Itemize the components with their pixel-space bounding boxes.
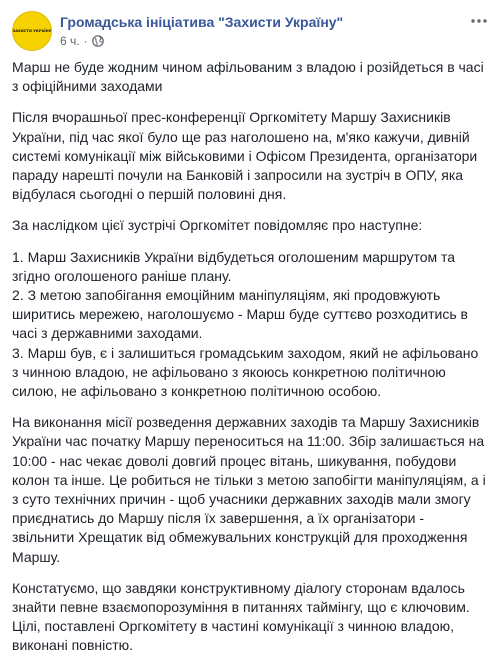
meta-separator: ·: [83, 34, 88, 48]
page-name-link[interactable]: Громадська ініціатива "Захисти Україну": [60, 14, 344, 30]
post-paragraph-headline: Марш не буде жодним чином афільованим з владою і розійдеться в часі з офіційними заходами: [12, 59, 484, 95]
post-header: [12, 10, 343, 52]
post-paragraph: Констатуємо, що завдяки конструктивному діалогу сторонам вдалось знайти певне взаємопорозуміння в питаннях таймінгу, що є ключовим. Цілі, поставлені Оргкомітету в частині комунікації з чинною владою, виконані повністю.: [12, 579, 470, 654]
post-paragraph: За наслідком цієї зустрічі Оргкомітет повідомляє про наступне:: [12, 217, 423, 234]
more-icon[interactable]: [468, 14, 490, 28]
post-paragraph: Після вчорашньої прес-конференції Оргкомітету Маршу Захисників України, під час якої було ще раз наголошено на, м'яко кажучи, дивній системі комунікації між військовими і Офісом Президента, організатори параду нарешті почули на Банковій і запросили на зустріч в ОПУ, яка відбулася сьогодні о першій половині дня.: [12, 109, 478, 203]
post-meta: [60, 33, 343, 49]
post-timestamp[interactable]: 6 ч.: [60, 34, 80, 48]
avatar-logo-text: ЗАХИСТИ УКРАЇНУ: [12, 29, 52, 33]
post-header-info: [60, 13, 343, 49]
post-text: [12, 58, 494, 668]
globe-icon[interactable]: [92, 35, 104, 47]
post-paragraph: На виконання місії розведення державних заходів та Маршу Захисників України час початку Маршу переноситься на 11:00. Збір залишається на 10:00 - нас чекає доволі довгий процес вітань, шикування, побудови колон та інше. Це робиться не тільки з метою запобігти маніпуляціям, а і з суто технічних причин - щоб учасники державних заходів мали змогу приєднатись до Маршу після їх завершення, а їх організатори - звільнити Хрещатик від обмежувальних конструкцій для проходження Маршу.: [12, 414, 486, 565]
post-numbered-list: 1. Марш Захисників України відбудеться оголошеним маршрутом та згідно оголошеного раніше плану. 2. З метою запобігання емоційним маніпуляціям, які продовжують ширитись мережею, наголошуємо - Марш буде суттєво розходитись в часі з державними заходами. 3. Марш був, є і залишиться громадським заходом, який не афільовано з чинною владою, не афільовано з якоюсь конкретною політичною силою, не афільовано з конкретною політичною особою.: [12, 248, 479, 400]
avatar[interactable]: [12, 11, 52, 51]
